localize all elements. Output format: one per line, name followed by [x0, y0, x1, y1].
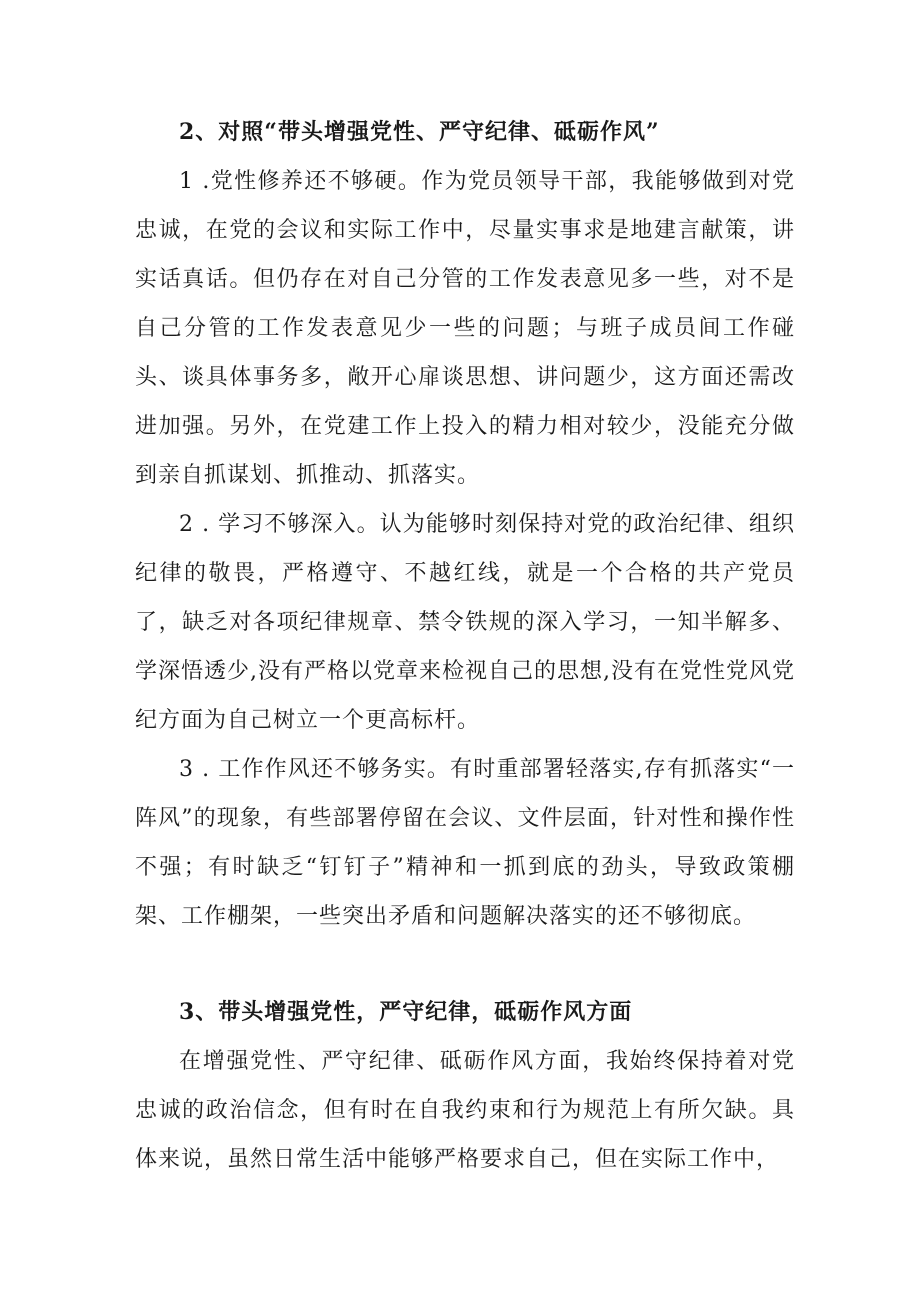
section-2-heading: 2、对照“带头增强党性、严守纪律、砥砺作风”	[179, 119, 660, 145]
section-2-paragraph-1: 1 .党性修养还不够硬。作为党员领导干部，我能够做到对党忠诚，在党的会议和实际工作中，尽量实事求是地建言献策，讲实话真话。但仍存在对自己分管的工作发表意见多一些，对不是自己分管的工作发表意见少一些的问题；与班子成员间工作碰头、谈具体事务多，敞开心扉谈思想、讲问题少，这方面还需改进加强。另外，在党建工作上投入的精力相对较少，没能充分做到亲自抓谋划、抓推动、抓落实。	[135, 169, 795, 488]
document-body	[135, 108, 795, 1184]
section-3-heading: 3、带头增强党性，严守纪律，砥砺作风方面	[179, 999, 633, 1025]
section-2-paragraph-2: 2 . 学习不够深入。认为能够时刻保持对党的政治纪律、组织纪律的敬畏，严格遵守、不越红线，就是一个合格的共产党员了，缺乏对各项纪律规章、禁令铁规的深入学习，一知半解多、学深悟透少,没有严格以党章来检视自己的思想,没有在党性党风党纪方面为自己树立一个更高标杆。	[135, 512, 795, 733]
section-3-paragraph-1: 在增强党性、严守纪律、砥砺作风方面，我始终保持着对党忠诚的政治信念，但有时在自我约束和行为规范上有所欠缺。具体来说，虽然日常生活中能够严格要求自己，但在实际工作中，	[135, 1049, 795, 1172]
section-2-paragraph-3: 3 . 工作作风还不够务实。有时重部署轻落实,存有抓落实“一阵风”的现象，有些部署停留在会议、文件层面，针对性和操作性不强；有时缺乏“钉钉子”精神和一抓到底的劲头，导致政策棚架、工作棚架，一些突出矛盾和问题解决落实的还不够彻底。	[135, 757, 795, 929]
